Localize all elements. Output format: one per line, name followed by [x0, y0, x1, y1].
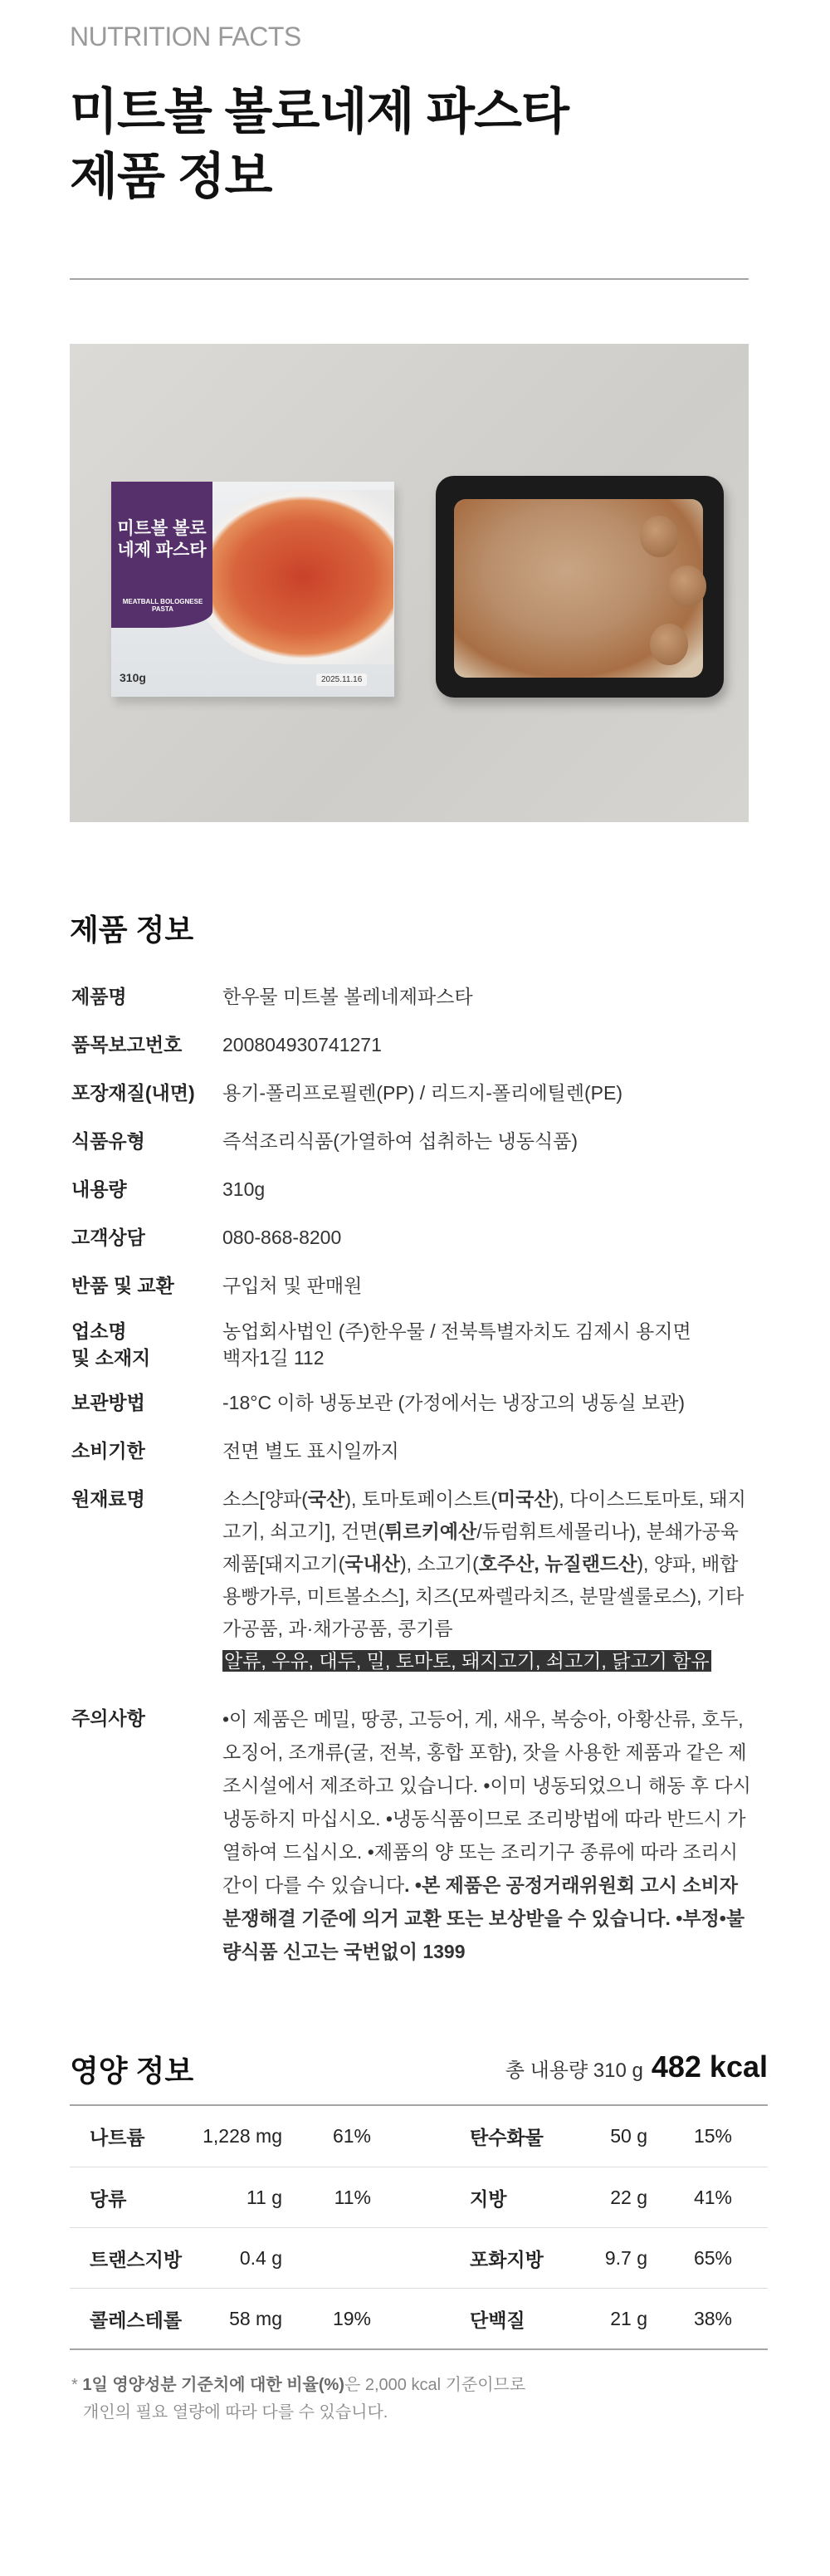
nutrient-percent: 65% — [693, 2246, 732, 2269]
nutrient-amount: 50 g — [610, 2125, 647, 2147]
value-line: 농업회사법인 (주)한우물 / 전북특별자치도 김제시 용지면 — [222, 1320, 691, 1342]
footnote-line-2: 개인의 필요 열량에 따라 다를 수 있습니다. — [83, 2403, 388, 2422]
package-english-name: MEATBALL BOLOGNESE PASTA — [122, 598, 203, 613]
text-line — [222, 1483, 769, 1516]
nutrient-name: 당류 — [90, 2187, 127, 2210]
info-label — [71, 1318, 222, 1371]
ingredients-value — [222, 1483, 769, 1677]
text: •이 제품은 메밀, 땅콩, 고등어, 게, 새우, 복숭아, 아황산류, 호두, — [222, 1708, 744, 1730]
info-row — [71, 1435, 769, 1467]
info-row — [71, 1125, 769, 1158]
package-pasta-image — [194, 490, 393, 664]
text: /듀럼휘트세몰리나), 분쇄가공육 — [476, 1521, 739, 1542]
nutrient-percent: 38% — [693, 2307, 732, 2329]
text: 조시설에서 제조하고 있습니다. •이미 냉동되었으니 해동 후 다시 — [222, 1775, 751, 1796]
footnote-line-1 — [71, 2372, 525, 2399]
nutrient-amount: 0.4 g — [239, 2246, 282, 2269]
nutrient-name: 단백질 — [470, 2309, 525, 2331]
info-value: -18°C 이하 냉동보관 (가정에서는 냉장고의 냉동실 보관) — [222, 1392, 686, 1413]
text: 고기, 쇠고기], 건면( — [222, 1521, 385, 1542]
nutrient-name: 트랜스지방 — [90, 2248, 183, 2270]
info-row — [71, 1387, 769, 1419]
bold-text: 미국산 — [496, 1488, 553, 1510]
info-row — [71, 1077, 769, 1109]
allergen-highlight: 알류, 우유, 대두, 밀, 토마토, 돼지고기, 쇠고기, 닭고기 함유 — [224, 1650, 710, 1672]
info-label: 보관방법 — [71, 1392, 145, 1413]
caution-row — [71, 1702, 769, 1968]
pasta-food — [454, 499, 703, 678]
caution-value — [222, 1702, 769, 1968]
footnote-star: * — [71, 2376, 83, 2394]
text-line — [222, 1736, 769, 1769]
info-label: 소비기한 — [71, 1440, 145, 1462]
meatball — [668, 566, 706, 607]
nutrient-amount: 1,228 mg — [203, 2125, 282, 2147]
nutrient-percent: 19% — [332, 2307, 371, 2329]
package-name: 미트볼 볼로네제 파스타 — [117, 519, 207, 560]
caution-lines — [222, 1702, 769, 1968]
text-line — [222, 1769, 769, 1802]
package-label-panel — [111, 482, 212, 628]
spacer — [371, 2106, 470, 2167]
nutrition-table — [70, 2104, 768, 2350]
text: ), 토마토페이스트( — [344, 1488, 497, 1510]
info-value: 구입처 및 판매원 — [222, 1275, 363, 1296]
spacer — [371, 2228, 470, 2288]
text: ), 다이스드토마토, 돼지 — [552, 1488, 746, 1510]
ingredients-lines — [222, 1483, 769, 1645]
nutrition-row — [70, 2106, 768, 2167]
bold-text: 튀르키예산 — [384, 1521, 477, 1542]
total-kcal: 482 kcal — [651, 2050, 768, 2084]
label-line: 업소명 — [71, 1320, 127, 1342]
divider — [70, 278, 749, 280]
text-line — [222, 1802, 769, 1835]
info-label: 고객상담 — [71, 1227, 145, 1248]
text-line — [222, 1702, 769, 1736]
allergen-line — [222, 1645, 769, 1677]
nutrient-amount: 58 mg — [229, 2307, 282, 2329]
info-row — [71, 1222, 769, 1254]
nutrition-footnote — [71, 2372, 525, 2427]
nutrition-row — [70, 2227, 768, 2288]
info-row — [71, 1318, 769, 1371]
text: 열하여 드십시오. •제품의 양 또는 조리기구 종류에 따라 조리시 — [222, 1841, 739, 1863]
nutrition-row — [70, 2288, 768, 2348]
info-row — [71, 981, 769, 1013]
nutrient-name: 콜레스테롤 — [90, 2309, 183, 2331]
nutrient-amount: 11 g — [246, 2186, 282, 2208]
info-label: 식품유형 — [71, 1130, 145, 1152]
info-label: 내용량 — [71, 1178, 127, 1200]
spacer — [371, 2167, 470, 2227]
footnote-text: 은 2,000 kcal 기준이므로 — [344, 2376, 526, 2394]
text: 간이 다를 수 있습니다 — [222, 1874, 405, 1896]
package-weight: 310g — [120, 671, 146, 684]
pasta-tray — [436, 476, 724, 698]
text-line — [222, 1613, 769, 1645]
meatball — [640, 516, 678, 557]
info-value — [222, 1318, 769, 1371]
bold-text: 량식품 신고는 국번없이 1399 — [222, 1941, 466, 1962]
info-value: 용기-폴리프로필렌(PP) / 리드지-폴리에틸렌(PE) — [222, 1082, 622, 1104]
bold-text: 국산 — [307, 1488, 345, 1510]
text: 용빵가루, 미트볼소스], 치즈(모짜렐라치즈, 분말셀룰로스), 기타 — [222, 1585, 745, 1607]
text-line — [222, 1835, 769, 1868]
text: 오징어, 조개류(굴, 전복, 홍합 포함), 잣을 사용한 제품과 같은 제 — [222, 1741, 747, 1763]
text: 냉동하지 마십시오. •냉동식품이므로 조리방법에 따라 반드시 가 — [222, 1808, 746, 1829]
nutrient-name: 포화지방 — [470, 2248, 544, 2270]
nutrition-heading: 영양 정보 — [70, 2054, 194, 2088]
nutrient-percent: 11% — [334, 2186, 371, 2208]
value-line: 백자1길 112 — [222, 1347, 325, 1369]
nutrition-row — [70, 2167, 768, 2227]
nutrient-percent: 61% — [332, 2125, 371, 2147]
info-label: 포장재질(내면) — [71, 1082, 195, 1104]
info-label: 반품 및 교환 — [71, 1275, 174, 1296]
title-line-1: 미트볼 볼로네제 파스타 — [70, 84, 569, 140]
nutrient-amount: 21 g — [610, 2307, 647, 2329]
info-value: 080-868-8200 — [222, 1227, 342, 1248]
nutrition-total — [505, 2050, 768, 2084]
label-line: 및 소재지 — [71, 1347, 151, 1369]
text: ), 소고기( — [400, 1553, 479, 1574]
nutrient-amount: 9.7 g — [604, 2246, 647, 2269]
bold-text: 분쟁해결 기준에 의거 교환 또는 보상받을 수 있습니다. •부정•불 — [222, 1908, 745, 1929]
nutrient-name: 탄수화물 — [470, 2127, 544, 2148]
nutrient-percent: 15% — [693, 2125, 732, 2147]
text-line — [222, 1902, 769, 1935]
info-value: 310g — [222, 1178, 266, 1200]
eyebrow-label: NUTRITION FACTS — [70, 22, 301, 51]
bold-text: . •본 제품은 공정거래위원회 고시 소비자 — [404, 1874, 739, 1896]
meatball — [650, 624, 688, 665]
product-info-table — [71, 981, 769, 1984]
text-line — [222, 1516, 769, 1548]
text: 제품[돼지고기( — [222, 1553, 345, 1574]
info-row — [71, 1173, 769, 1206]
nutrient-amount: 22 g — [610, 2186, 647, 2208]
nutrient-percent — [282, 2228, 371, 2288]
info-label: 원재료명 — [71, 1488, 145, 1510]
info-value: 200804930741271 — [222, 1034, 382, 1055]
nutrient-name: 지방 — [470, 2187, 507, 2210]
footnote-bold: 1일 영양성분 기준치에 대한 비율(%) — [82, 2376, 344, 2394]
info-label: 제품명 — [71, 986, 127, 1007]
text: 소스[양파( — [222, 1488, 308, 1510]
product-package — [111, 482, 394, 697]
info-label: 품목보고번호 — [71, 1034, 183, 1055]
spacer — [371, 2289, 470, 2348]
nutrient-percent: 41% — [693, 2186, 732, 2208]
info-row — [71, 1029, 769, 1061]
bold-text: 국내산 — [344, 1553, 401, 1574]
info-value: 한우물 미트볼 볼레네제파스타 — [222, 986, 473, 1007]
nutrient-name: 나트륨 — [90, 2127, 145, 2148]
package-date: 2025.11.16 — [316, 673, 367, 686]
text-line — [222, 1580, 769, 1613]
text-line — [222, 1935, 769, 1968]
info-label: 주의사항 — [71, 1707, 145, 1729]
ingredients-row — [71, 1483, 769, 1677]
text-line — [222, 1868, 769, 1902]
text: 가공품, 과·채가공품, 콩기름 — [222, 1618, 453, 1639]
product-photo — [70, 344, 749, 822]
text: ), 양파, 배합 — [637, 1553, 739, 1574]
product-info-heading: 제품 정보 — [70, 913, 194, 947]
page-title — [70, 80, 569, 209]
info-value: 전면 별도 표시일까지 — [222, 1440, 399, 1462]
info-row — [71, 1270, 769, 1302]
title-line-2: 제품 정보 — [70, 149, 272, 204]
bold-text: 호주산, 뉴질랜드산 — [478, 1553, 637, 1574]
text-line — [222, 1548, 769, 1580]
total-weight: 총 내용량 310 g — [505, 2059, 643, 2082]
info-value: 즉석조리식품(가열하여 섭취하는 냉동식품) — [222, 1130, 579, 1152]
